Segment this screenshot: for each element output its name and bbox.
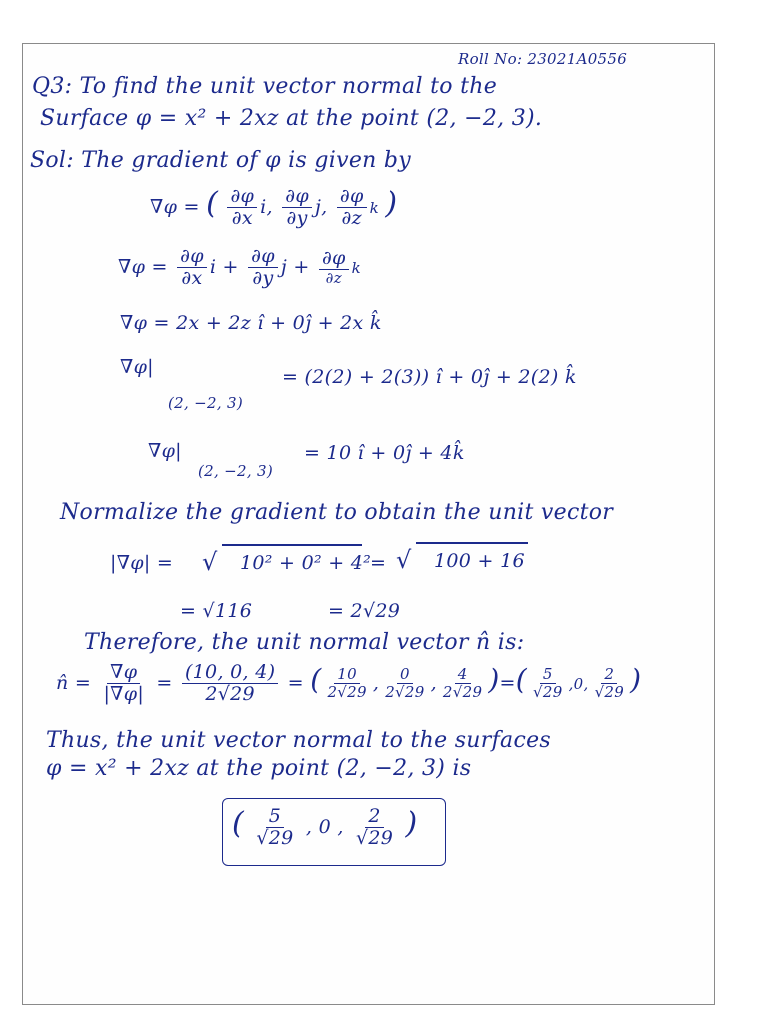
gradient-value-sub: (2, −2, 3): [198, 462, 273, 480]
magnitude-line2-b: = 2√29: [328, 600, 401, 622]
question-line-2: Surface φ = x² + 2xz at the point (2, −2, 3).: [40, 106, 543, 131]
thus-line-2: φ = x² + 2xz at the point (2, −2, 3) is: [46, 756, 472, 781]
magnitude-expr-1: 10² + 0² + 4²: [240, 552, 372, 574]
fraction: $\frac{10}{2√29}$: [327, 665, 367, 701]
gradient-value-rhs: = 10 î + 0ĵ + 4k̂: [304, 442, 465, 464]
sqrt-bar: [222, 544, 362, 546]
magnitude-lhs: |∇φ| =: [110, 552, 174, 574]
thus-line-1: Thus, the unit vector normal to the surfaces: [46, 728, 551, 753]
question-line-1: Q3: To find the unit vector normal to the: [32, 74, 498, 99]
fraction: $\frac{(10, 0, 4)}{2√29}$: [182, 662, 278, 706]
grad-def-lhs: ∇φ =: [150, 196, 200, 218]
sqrt-symbol: √: [202, 548, 218, 576]
fraction: $\frac{2}{√29}$: [594, 665, 625, 701]
fraction: $\frac{2}{√29}$: [356, 805, 394, 850]
final-answer: ( $\frac{5}{√29}$ , 0 , $\frac{2}{√29}$ ): [232, 805, 418, 850]
fraction: $\frac{0}{2√29}$: [385, 665, 425, 701]
magnitude-equals: =: [370, 552, 387, 574]
fraction: $\frac{\partial\varphi}{\partial y}$: [248, 246, 278, 290]
roll-number: Roll No: 23021A0556: [458, 50, 628, 68]
gradient-expansion: ∇φ = $\frac{\partial\varphi}{\partial x}$ i + $\frac{\partial\varphi}{\partial y}$ j + $\frac{\partial\varphi}{\partial z}$ k: [118, 245, 362, 289]
magnitude-expr-2: 100 + 16: [434, 550, 525, 572]
magnitude-line2-a: = √116: [180, 600, 253, 622]
sqrt-bar: [416, 542, 528, 544]
therefore-text: Therefore, the unit normal vector n̂ is:: [84, 630, 525, 655]
fraction: $\frac{\partial\varphi}{\partial x}$: [227, 186, 257, 230]
gradient-at-point-rhs: = (2(2) + 2(3)) î + 0ĵ + 2(2) k̂: [282, 366, 577, 388]
nhat-equation: n̂ = $\frac{\nabla\varphi}{|\nabla\varphi|}$ = $\frac{(10, 0, 4)}{2√29}$ = ( $\frac{10}{2√29}$ , $\frac{0}{2√29}$ , $\frac{4}{2√29}$ )=( $\frac{5}{√29}$ ,0, $\frac{2}{√29}$ ): [56, 661, 642, 705]
fraction: $\frac{\partial\varphi}{\partial y}$: [282, 186, 312, 230]
normalize-text: Normalize the gradient to obtain the unit vector: [60, 500, 614, 525]
gradient-definition: ∇φ = ( $\frac{\partial\varphi}{\partial x}$ i, $\frac{\partial\varphi}{\partial y}$ j, $\frac{\partial\varphi}{\partial z}$ k ): [150, 185, 398, 230]
gradient-partials: ∇φ = 2x + 2z î + 0ĵ + 2x k̂: [120, 312, 382, 334]
gradient-at-point-lhs: ∇φ|: [120, 356, 154, 378]
solution-intro: Sol: The gradient of φ is given by: [30, 148, 412, 173]
nhat-lhs: n̂ =: [56, 671, 92, 694]
fraction: $\frac{5}{√29}$: [256, 805, 294, 850]
gradient-at-point-sub: (2, −2, 3): [168, 394, 243, 412]
grad-expand-lhs: ∇φ =: [118, 255, 168, 278]
gradient-value-lhs: ∇φ|: [148, 440, 182, 462]
fraction: $\frac{\nabla\varphi}{|\nabla\varphi|}$: [103, 661, 145, 705]
fraction: $\frac{5}{√29}$: [533, 665, 563, 701]
sqrt-symbol: √: [396, 546, 412, 574]
fraction: $\frac{\partial\varphi}{\partial x}$: [177, 246, 207, 290]
fraction: $\frac{4}{2√29}$: [442, 665, 483, 701]
fraction: $\frac{\partial\varphi}{\partial z}$: [337, 186, 367, 230]
fraction: $\frac{\partial\varphi}{\partial z}$: [319, 248, 349, 287]
